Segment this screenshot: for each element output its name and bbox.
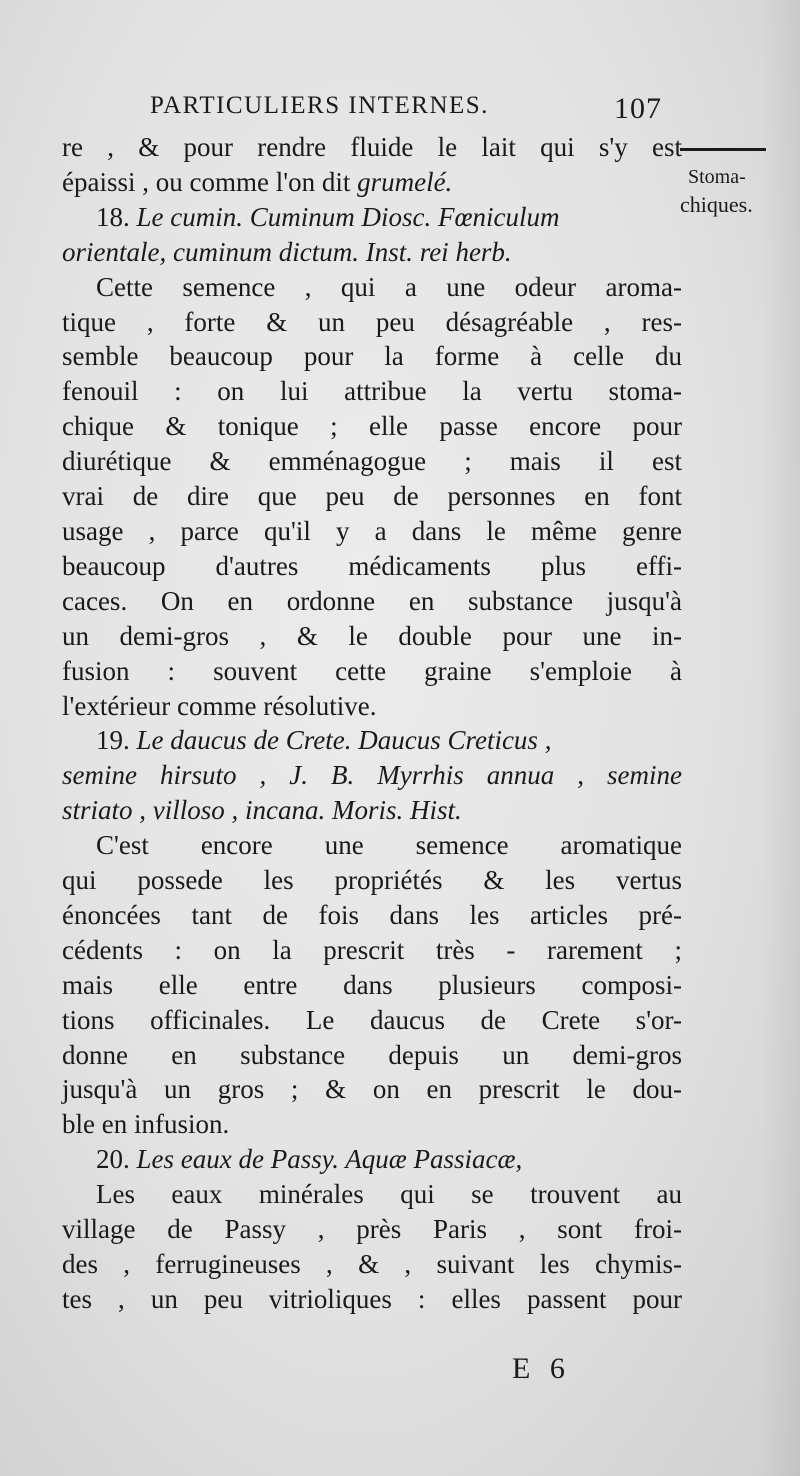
body-text: [62, 130, 682, 1317]
page-edge-shadow: [760, 0, 800, 1476]
signature-mark: E 6: [512, 1352, 571, 1385]
page-number: 107: [614, 92, 662, 125]
text-line: fenouil : on lui attribue la vertu stoma-: [62, 376, 682, 407]
text-line: 18. Le cumin. Cuminum Diosc. Fœniculum: [96, 201, 560, 232]
text-line: vrai de dire que peu de personnes en font: [62, 481, 682, 512]
text-line: tique , forte & un peu désagréable , res-: [62, 306, 682, 337]
text-line: qui possede les propriétés & les vertus: [62, 865, 682, 896]
text-line: jusqu'à un gros ; & on en prescrit le dou-: [62, 1074, 682, 1105]
text-line: l'extérieur comme résolutive.: [62, 690, 377, 721]
text-line: striato , villoso , incana. Moris. Hist.: [62, 795, 462, 826]
text-line: 19. Le daucus de Crete. Daucus Creticus ,: [96, 725, 552, 756]
text-line: énoncées tant de fois dans les articles pré-: [62, 899, 682, 930]
text-line: caces. On en ordonne en substance jusqu'à: [62, 585, 682, 616]
text-line: des , ferrugineuses , & , suivant les chymis-: [62, 1249, 682, 1279]
header-title: PARTICULIERS INTERNES.: [150, 92, 489, 119]
text-line: épaissi , ou comme l'on dit grumelé.: [62, 166, 453, 197]
text-line: re , & pour rendre fluide le lait qui s'y est: [62, 132, 682, 162]
text-line: un demi-gros , & le double pour une in-: [62, 620, 682, 651]
text-line: chique & tonique ; elle passe encore pour: [62, 411, 682, 442]
text-line: Cette semence , qui a une odeur aroma-: [96, 271, 682, 302]
text-line: 20. Les eaux de Passy. Aquæ Passiacæ,: [96, 1144, 523, 1175]
margin-rule: [680, 148, 766, 151]
text-line: semine hirsuto , J. B. Myrrhis annua , semine: [62, 760, 682, 791]
text-line: semble beaucoup pour la forme à celle du: [62, 341, 682, 372]
margin-note-line-1: Stoma-: [688, 166, 746, 188]
text-line: usage , parce qu'il y a dans le même genre: [62, 515, 682, 546]
text-line: beaucoup d'autres médicaments plus effi-: [62, 550, 682, 581]
text-line: ble en infusion.: [62, 1109, 230, 1140]
margin-note-line-2: chiques.: [680, 192, 753, 217]
text-line: orientale, cuminum dictum. Inst. rei herb.: [62, 236, 512, 267]
text-line: mais elle entre dans plusieurs composi-: [62, 969, 682, 1000]
text-line: cédents : on la prescrit très - rarement ;: [62, 934, 682, 965]
text-line: C'est encore une semence aromatique: [96, 830, 682, 861]
text-line: diurétique & emménagogue ; mais il est: [62, 446, 682, 477]
text-line: tes , un peu vitrioliques : elles passent pour: [62, 1283, 682, 1314]
text-line: donne en substance depuis un demi-gros: [62, 1039, 682, 1070]
text-line: Les eaux minérales qui se trouvent au: [96, 1179, 682, 1210]
text-line: village de Passy , près Paris , sont froi-: [62, 1214, 682, 1245]
text-line: fusion : souvent cette graine s'emploie à: [62, 655, 682, 686]
text-line: tions officinales. Le daucus de Crete s'or-: [62, 1004, 682, 1035]
